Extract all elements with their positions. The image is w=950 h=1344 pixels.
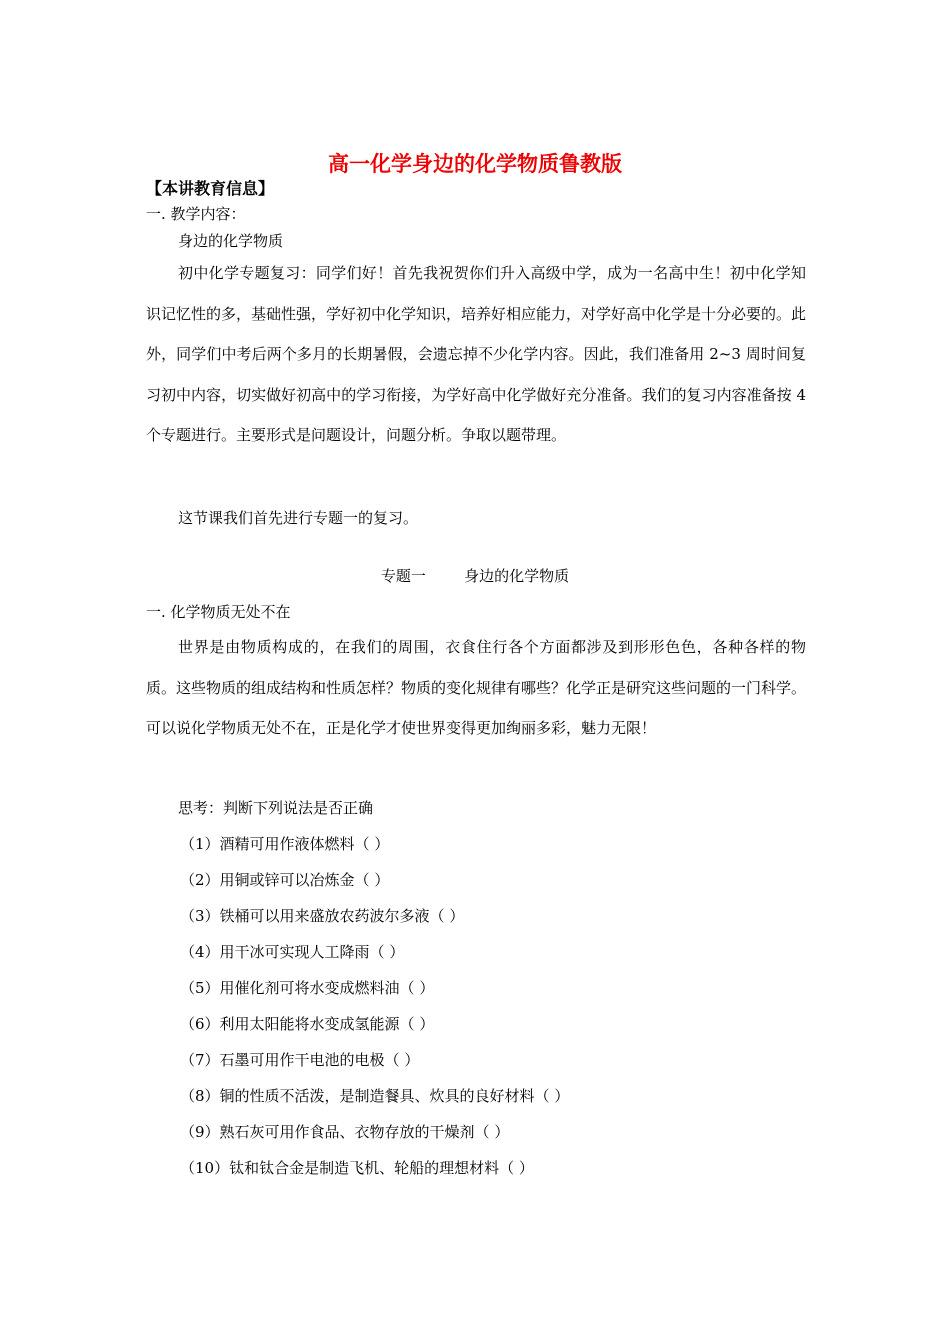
think-prompt: 思考：判断下列说法是否正确 bbox=[178, 799, 374, 817]
section1-subtitle: 身边的化学物质 bbox=[178, 232, 284, 250]
section2-heading: 一. 化学物质无处不在 bbox=[146, 603, 291, 621]
question-item: （2）用铜或锌可以冶炼金（ ） bbox=[180, 871, 390, 889]
question-item: （5）用催化剂可将水变成燃料油（ ） bbox=[180, 979, 435, 997]
document-title: 高一化学身边的化学物质鲁教版 bbox=[328, 152, 622, 176]
question-item: （4）用干冰可实现人工降雨（ ） bbox=[180, 943, 405, 961]
question-item: （10）钛和钛合金是制造飞机、轮船的理想材料（ ） bbox=[180, 1159, 534, 1177]
question-item: （1）酒精可用作液体燃料（ ） bbox=[180, 835, 390, 853]
question-item: （8）铜的性质不活泼，是制造餐具、炊具的良好材料（ ） bbox=[180, 1087, 570, 1105]
world-paragraph: 世界是由物质构成的，在我们的周围，衣食住行各个方面都涉及到形形色色，各种各样的物质。这些物质的组成结构和性质怎样？物质的变化规律有哪些？化学正是研究这些问题的一门科学。可以说化学物质无处不在，正是化学才使世界变得更加绚丽多彩，魅力无限！ bbox=[146, 638, 807, 737]
info-header: 【本讲教育信息】 bbox=[146, 179, 275, 198]
question-item: （9）熟石灰可用作食品、衣物存放的干燥剂（ ） bbox=[180, 1123, 510, 1141]
intro-paragraph: 初中化学专题复习：同学们好！首先我祝贺你们升入高级中学，成为一名高中生！初中化学知识记忆性的多，基础性强，学好初中化学知识，培养好相应能力，对学好高中化学是十分必要的。此外，同学们中考后两个多月的长期暑假，会遗忘掉不少化学内容。因此，我们准备用 2~3 周时间复习初中内容，切实做好初高中的学习衔接，为学好高中化学做好充分准备。我们的复习内容准备按 4 个专题进行。主要形式是问题设计，问题分析。争取以题带理。 bbox=[146, 264, 807, 444]
question-item: （6）利用太阳能将水变成氢能源（ ） bbox=[180, 1015, 435, 1033]
lesson-intro: 这节课我们首先进行专题一的复习。 bbox=[178, 509, 419, 527]
question-item: （7）石墨可用作干电池的电极（ ） bbox=[180, 1051, 420, 1069]
topic-heading: 专题一 身边的化学物质 bbox=[380, 567, 570, 585]
section1-heading: 一. 教学内容： bbox=[146, 205, 246, 223]
question-item: （3）铁桶可以用来盛放农药波尔多液（ ） bbox=[180, 907, 465, 925]
